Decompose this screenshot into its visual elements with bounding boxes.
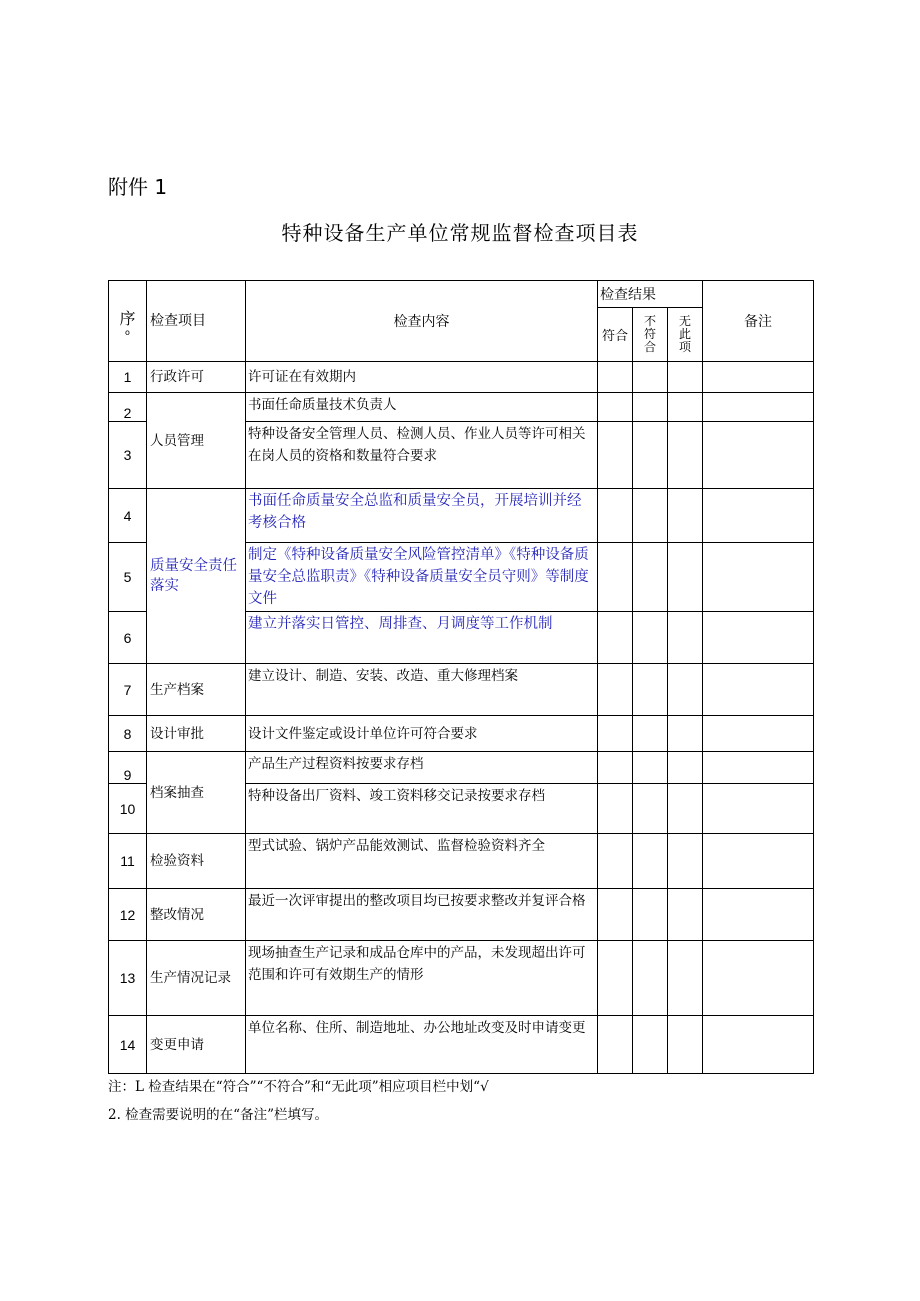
- na-cell[interactable]: [668, 889, 703, 941]
- na-cell[interactable]: [668, 834, 703, 889]
- na-cell[interactable]: [668, 716, 703, 752]
- row-item: 设计审批: [147, 716, 246, 752]
- remark-cell[interactable]: [703, 664, 814, 716]
- table-row: [109, 889, 814, 941]
- na-cell[interactable]: [668, 1016, 703, 1074]
- remark-cell[interactable]: [703, 752, 814, 784]
- remark-cell[interactable]: [703, 834, 814, 889]
- na-cell[interactable]: [668, 393, 703, 422]
- inspection-table: [108, 280, 814, 1074]
- row-item: 质量安全责任落实: [147, 489, 246, 664]
- row-number: 5: [109, 543, 147, 612]
- row-content: 建立设计、制造、安装、改造、重大修理档案: [246, 664, 598, 716]
- note-line-2: 2. 检查需要说明的在“备注”栏填写。: [108, 1107, 328, 1123]
- nonconform-cell[interactable]: [633, 784, 668, 834]
- nonconform-cell[interactable]: [633, 543, 668, 612]
- conform-cell[interactable]: [598, 664, 633, 716]
- conform-cell[interactable]: [598, 1016, 633, 1074]
- conform-cell[interactable]: [598, 941, 633, 1016]
- row-content: 设计文件鉴定或设计单位许可符合要求: [246, 716, 598, 752]
- nonconform-cell[interactable]: [633, 889, 668, 941]
- table-row: [109, 941, 814, 1016]
- row-content: 建立并落实日管控、周排查、月调度等工作机制: [246, 612, 598, 664]
- row-number: 14: [109, 1016, 147, 1074]
- row-content: 型式试验、锅炉产品能效测试、监督检验资料齐全: [246, 834, 598, 889]
- header-na: 无此项: [668, 308, 703, 362]
- nonconform-cell[interactable]: [633, 612, 668, 664]
- remark-cell[interactable]: [703, 393, 814, 422]
- conform-cell[interactable]: [598, 716, 633, 752]
- row-content: 特种设备出厂资料、竣工资料移交记录按要求存档: [246, 784, 598, 834]
- nonconform-cell[interactable]: [633, 664, 668, 716]
- header-content: 检查内容: [246, 281, 598, 362]
- remark-cell[interactable]: [703, 543, 814, 612]
- row-content: 单位名称、住所、制造地址、办公地址改变及时申请变更: [246, 1016, 598, 1074]
- na-cell[interactable]: [668, 784, 703, 834]
- table-row: [109, 834, 814, 889]
- header-item: 检查项目: [147, 281, 246, 362]
- nonconform-cell[interactable]: [633, 716, 668, 752]
- conform-cell[interactable]: [598, 362, 633, 393]
- page-title: 特种设备生产单位常规监督检查项目表: [281, 221, 639, 245]
- conform-cell[interactable]: [598, 834, 633, 889]
- conform-cell[interactable]: [598, 784, 633, 834]
- na-cell[interactable]: [668, 422, 703, 489]
- row-number: 1: [109, 362, 147, 393]
- row-content: 书面任命质量安全总监和质量安全员，开展培训并经考核合格: [246, 489, 598, 543]
- row-item: 变更申请: [147, 1016, 246, 1074]
- table-row: [109, 362, 814, 393]
- row-number: 10: [109, 784, 147, 834]
- row-content: 现场抽查生产记录和成品仓库中的产品，未发现超出许可范围和许可有效期生产的情形: [246, 941, 598, 1016]
- header-remark: 备注: [703, 281, 814, 362]
- table-row: [109, 489, 814, 543]
- header-seq: 序 o: [109, 281, 147, 362]
- row-number: 12: [109, 889, 147, 941]
- table-row: [109, 752, 814, 784]
- row-item: 档案抽查: [147, 752, 246, 834]
- conform-cell[interactable]: [598, 489, 633, 543]
- remark-cell[interactable]: [703, 941, 814, 1016]
- table-row: [109, 716, 814, 752]
- row-number: 3: [109, 422, 147, 489]
- nonconform-cell[interactable]: [633, 941, 668, 1016]
- row-item: 整改情况: [147, 889, 246, 941]
- conform-cell[interactable]: [598, 612, 633, 664]
- row-number: 6: [109, 612, 147, 664]
- row-content: 书面任命质量技术负责人: [246, 393, 598, 422]
- na-cell[interactable]: [668, 664, 703, 716]
- row-item: 检验资料: [147, 834, 246, 889]
- table-row: [109, 1016, 814, 1074]
- nonconform-cell[interactable]: [633, 1016, 668, 1074]
- remark-cell[interactable]: [703, 1016, 814, 1074]
- na-cell[interactable]: [668, 362, 703, 393]
- row-content: 产品生产过程资料按要求存档: [246, 752, 598, 784]
- row-content: 特种设备安全管理人员、检测人员、作业人员等许可相关在岗人员的资格和数量符合要求: [246, 422, 598, 489]
- row-number: 4: [109, 489, 147, 543]
- row-number: 8: [109, 716, 147, 752]
- nonconform-cell[interactable]: [633, 362, 668, 393]
- remark-cell[interactable]: [703, 784, 814, 834]
- conform-cell[interactable]: [598, 422, 633, 489]
- row-item: 人员管理: [147, 393, 246, 489]
- note-line-1: 注：L 检查结果在“符合”“不符合”和“无此项”相应项目栏中划“√: [108, 1079, 489, 1095]
- remark-cell[interactable]: [703, 362, 814, 393]
- nonconform-cell[interactable]: [633, 393, 668, 422]
- conform-cell[interactable]: [598, 543, 633, 612]
- conform-cell[interactable]: [598, 393, 633, 422]
- row-content: 最近一次评审提出的整改项目均已按要求整改并复评合格: [246, 889, 598, 941]
- nonconform-cell[interactable]: [633, 489, 668, 543]
- conform-cell[interactable]: [598, 752, 633, 784]
- row-item: 行政许可: [147, 362, 246, 393]
- row-number: 2: [109, 393, 147, 422]
- nonconform-cell[interactable]: [633, 422, 668, 489]
- remark-cell[interactable]: [703, 489, 814, 543]
- header-nonconform: 不符合: [633, 308, 668, 362]
- row-number: 13: [109, 941, 147, 1016]
- na-cell[interactable]: [668, 489, 703, 543]
- remark-cell[interactable]: [703, 716, 814, 752]
- remark-cell[interactable]: [703, 889, 814, 941]
- row-item: 生产档案: [147, 664, 246, 716]
- na-cell[interactable]: [668, 612, 703, 664]
- remark-cell[interactable]: [703, 612, 814, 664]
- conform-cell[interactable]: [598, 889, 633, 941]
- nonconform-cell[interactable]: [633, 752, 668, 784]
- table-row: [109, 393, 814, 422]
- na-cell[interactable]: [668, 752, 703, 784]
- header-conform: 符合: [598, 308, 633, 362]
- row-number: 7: [109, 664, 147, 716]
- na-cell[interactable]: [668, 941, 703, 1016]
- nonconform-cell[interactable]: [633, 834, 668, 889]
- na-cell[interactable]: [668, 543, 703, 612]
- row-content: 许可证在有效期内: [246, 362, 598, 393]
- row-number: 9: [109, 752, 147, 784]
- row-number: 11: [109, 834, 147, 889]
- table-row: [109, 664, 814, 716]
- attachment-label: 附件 1: [108, 175, 168, 199]
- row-content: 制定《特种设备质量安全风险管控清单》《特种设备质量安全总监职责》《特种设备质量安全员守则》等制度文件: [246, 543, 598, 612]
- row-item: 生产情况记录: [147, 941, 246, 1016]
- header-result: 检查结果: [598, 281, 703, 308]
- remark-cell[interactable]: [703, 422, 814, 489]
